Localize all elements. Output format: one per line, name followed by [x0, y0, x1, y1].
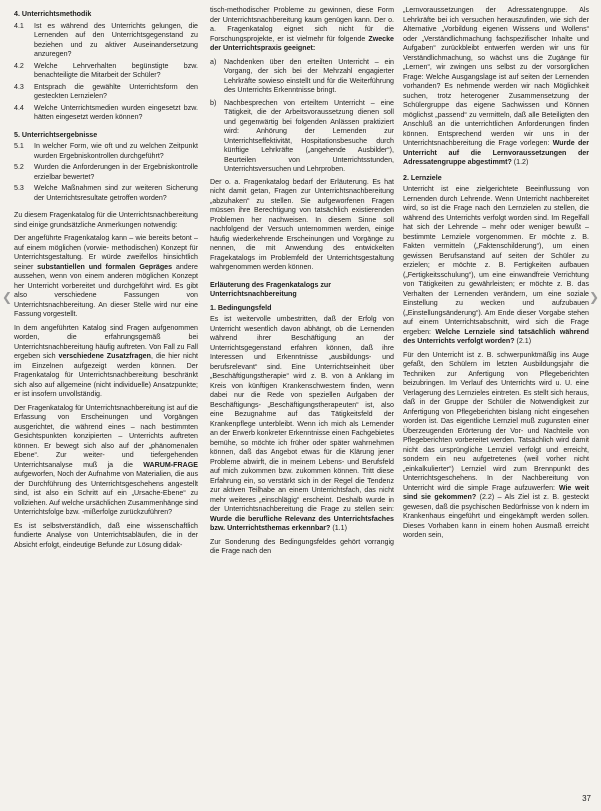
- list-item: [14, 142, 198, 161]
- item-number: 4.2: [14, 61, 24, 70]
- list-item: [14, 104, 198, 123]
- section-heading-erlaeuterung: Erläuterung des Fragenkatalogs zur Unterrichtsnachbereitung: [210, 280, 332, 298]
- section-heading-bedingungsfeld: 1. Bedingungsfeld: [210, 303, 272, 312]
- item-number: b): [210, 98, 217, 107]
- paragraph: Der o. a. Fragenkatalog bedarf der Erläuterung. Es hat nicht damit getan, Fragen zur Unterrichtsnachbereitung „abzuhaken“ zu stellen. Sie aufgeworfenen Fragen müssen ihre Berechtigung von tatsächlich existierenden Problemen her nachweisen. In diesem Sinne soll nachfolgend der Versuch unternommen werden, einige häufig wiederkehrende Erscheinungen und Vorgänge zu nennen, die mit Anwendung des entwickelten Fragekatalogs im Problemfeld der Unterrichtsgestaltung wahrgenommen werden können.: [210, 177, 394, 271]
- paragraph: Der Fragenkatalog für Unterrichtsnachbereitung ist auf die Erfassung von Erscheinungen und Vorgängen ausgerichtet, die während eines – nach bestimmten Gesichtspunkten konzipierten – Unterrichts auftreten können. Er bewegt sich also auf der „phänomenalen Ebene“. Zur weiter- und tiefergehenden Unterrichtsanalyse muß ja die WARUM-FRAGE aufgeworfen, Noch der Aufnahme von Materialien, die aus der Durchführung des Unterrichtsgeschehens angestellt sind, ist also ein Schritt auf ein „Ursache-Ebene“ zu vollziehen. Auf welche ursächlichen Zusammenhänge sind Unterrichtsfolge bzw. -mißerfolge zurückzuführen?: [14, 403, 198, 516]
- list-item: [14, 83, 198, 102]
- item-text: Nachbesprechen von erteiltem Unterricht – eine Tätigkeit, die der Arbeitsvoraussetzung dienen soll und gegenwärtig bei folgenden Anlässen praktiziert wird: Anhörung der Lernenden zur Unterrichtseffektivität, Hospitationsbesuche durch künftige Lehrkräfte („angehende Ausbilder“), Beurteilen von Unterrichtsstunden, Unterrichtsversuchen und Lehrproben.: [224, 98, 394, 173]
- paragraph: Unterricht ist eine zielgerichtete Beeinflussung von Lernenden durch Lehrende. Wenn Unterricht nachbereitet wird, so ist die Frage nach den Lernzielen zu stellen, die während des Unterrichts verfolgt worden sind. Im Regelfall hat sich der Lehrende – mehr oder weniger bewußt – bestimmte Lernziele vorgenommen. Er möchte z. B. Fakten vermitteln („Faktenschilderung“), um einen gewissen Berufsanstand auf seiten der Schüler zu erzielen; er möchte z. B. Fertigkeiten aufbauen („Fertigkeitsschulung“), um eine einwandfreie Verrichtung von Tätigkeiten zu gewährleisten; er möchte z. B. das Verhalten der Lernenden verändern, um eine soziale Einstellung zu wecken und aufzubauen („Einstellungsänderung“). Am Ende dieser Vorgabe stehen auf einem Unterrichtsabschnitt, wird sich die Frage ergeben: Welche Lernziele sind tatsächlich während des Unterrichts verfolgt worden? (2.1): [403, 185, 589, 345]
- item-number: 4.3: [14, 82, 24, 91]
- item-number: 5.3: [14, 184, 24, 192]
- list-item: [14, 62, 198, 81]
- item-text: In welcher Form, wie oft und zu welchen Zeitpunkt wurden Ergebniskontrollen durchgeführt?: [34, 142, 198, 160]
- item-text: Welche Lehrverhalten begünstigte bzw. benachteiligte die Mitarbeit der Schüler?: [34, 61, 198, 79]
- paragraph: Zur Sonderung des Bedingungsfeldes gehört vorrangig die Frage nach den: [210, 537, 394, 555]
- paragraph: In dem angeführten Katalog sind Fragen aufgenommen worden, die erfahrungsgemäß bei Unterrichtsnachbereitung häufig auftreten. Von Fall zu Fall ergeben sich verschiedene Zusatzfragen, die hier nicht im Einzelnen aufgezeigt werden können. Der Fragenkatalog für Unterrichtsnachbereitung beschränkt sich also auf allgemeine (nicht individuelle) Ansatzpunkte; er ist insofern unvollständig.: [14, 323, 198, 398]
- page-number: 37: [582, 794, 591, 803]
- item-number: 5.1: [14, 142, 24, 150]
- item-text: Wurden die Anforderungen in der Ergebniskontrolle erzielbar bewertet?: [34, 163, 198, 181]
- previous-page-arrow-icon[interactable]: ❮: [2, 290, 13, 304]
- paragraph: Es ist selbstverständlich, daß eine wissenschaftlich fundierte Analyse von Unterrichtsabläufen, die in der Absicht erfolgt, eindeutige Befunde zur Lösung didak-: [14, 521, 198, 549]
- paragraph: Zu diesem Fragenkatalog für die Unterrichtsnachbereitung sind einige grundsätzliche Anmerkungen notwendig:: [14, 211, 198, 229]
- purpose-list: [210, 58, 394, 175]
- paragraph: „Lernvoraussetzungen der Adressatengruppe. Als Lehrkräfte bei ich versuchen herauszufinden, wie sich der Alternative „Vorbildung eigenen Wissens und Wollens“ oder „Verständlichmachung fachspezifischer Inhalte und Aufgaben“ zurückbleibt entwerfen werden wir uns für Verständlichmachung, so wächst uns die Zugänge für „Lernen“, wir zwingen uns selbst zu der vorsorglichen Frage: Welche Ausgangslage ist auf seiten der Lernenden vorhanden? Es nehmende werden wir nach Möglichkeit suchen, trotz heterogener Zusammensetzung der Schülergruppe das eigene Sachwissen und Können möglichst „passend“ zu vermitteln, daß alle Beteiligten den Anschluß an die unterrichtlichen Anforderungen finden können. Entsprechend werden wir uns in der Unterrichtsnachbereitung die Frage vorlegen: Wurde der Unterricht auf die Lernvoraussetzungen der Adressatengruppe abgestimmt? (1.2): [403, 6, 589, 166]
- paragraph: Der angeführte Fragenkatalog kann – wie bereits betont – auf einem möglichen (vorwie- methodischen) Konzept für Unterrichtsgestaltung. Er würde zweifellos hinsichtlich seiner substantiellen und formalen Gepräges andere aussehen, wenn von einem anderen möglichen Konzept her Unterricht vorbereitet und durchgeführt wird. Es gibt also verschiedene Fassungen von Unterrichtsnachbereitung. An dieser Stelle wird nur eine Fassung vorgestellt.: [14, 234, 199, 318]
- paragraph: tisch-methodischer Probleme zu gewinnen, diese Form der Unterrichtsnachbereitung kaum genügen kann. Der o. a. Fragenkatalog eignet sich nicht für die Forschungsprojekte, er ist vielmehr für folgende Zwecke der Unterrichtspraxis geeignet:: [210, 6, 394, 52]
- paragraph: Für den Unterricht ist z. B. schwerpunktmäßig ins Auge gefaßt, den Schülern im letzten Ausbildungsjahr die Techniken zur Anfertigung von Pflegeberichten beizubringen. Im Verlauf des Unterrichts wird u. U. eine Verlagerung des Lernzieles eintreten. Es stellt sich heraus, daß in der Gruppe der Schüler die Notwendigkeit zur Anfertigung von Pflegeberichten bislang nicht eingesehen worden ist. Das eigentliche Lernziel muß zugunsten einer Überzeugenden Erörterung der Vor- und Nachteile von Pflegeberichten vorbereitet werden. Tatsächlich wird damit nicht das ursprüngliche Lernziel verfolgt und erreicht, sondern ein neu aufgetretenes (weil vorher nicht „einkalkulierter“) Lernziel wird zum Brennpunkt des Unterrichtsgeschehens. In der Nachbereitung von Unterricht wird die simple Frage aufzuwerfen: Wie weit sind sie gekommen? (2.2) – Als Ziel ist z. B. gesteckt gewesen, daß die psychischen Bedürfnisse von k ndern im Krankenhaus eingeführt und eingekämpft werden sollen. Dieses Vorhaben kann in einem hohen Ausmaß erreicht worden sein,: [403, 350, 589, 539]
- column-middle: [210, 6, 394, 561]
- item-text: Nachdenken über den erteilten Unterricht – ein Vorgang, der sich bei der Mehrzahl engagierter Lehrkräfte sowieso einstellt und für die Weiterführung des Unterrichts Erkenntnisse bringt.: [224, 57, 394, 94]
- next-page-arrow-icon[interactable]: ❯: [588, 290, 599, 304]
- question-list-4: [14, 22, 198, 123]
- column-left: [14, 6, 198, 554]
- list-item: [210, 58, 394, 96]
- question-list-5: [14, 142, 198, 203]
- item-number: 4.1: [14, 21, 24, 30]
- list-item: [210, 99, 394, 175]
- list-item: [14, 22, 198, 60]
- item-text: Welche Unterrichtsmedien wurden eingesetzt bzw. hätten eingesetzt werden können?: [34, 103, 198, 121]
- item-text: Welche Maßnahmen sind zur weiteren Sicherung der Unterrichtsresultate getroffen worden?: [34, 184, 198, 202]
- column-right: [403, 6, 589, 545]
- list-item: [14, 163, 198, 182]
- section-heading-lernziele: 2. Lernziele: [403, 173, 442, 182]
- item-number: 4.4: [14, 103, 24, 112]
- item-number: a): [210, 57, 217, 66]
- item-text: Entsprach die gewählte Unterrichtsform den gesteckten Lernzielen?: [34, 82, 198, 100]
- item-text: Ist es während des Unterrichts gelungen, die Lernenden auf den Unterrichtsgegenstand zu beziehen und zu aktiver Auseinandersetzung anzuregen?: [34, 21, 198, 58]
- list-item: [14, 184, 198, 203]
- paragraph: Es ist weitervolle umbestritten, daß der Erfolg von Unterricht wesentlich davon abhängt, ob die Lernenden während ihrer Beschäftigung an der Unterrichtsgegenstand erfahren können, daß ihre Interessen und Erkenntnisse „ausbildungs- und berufsrelevant“ sind. Eine Unterrichtseinheit über „Beschäftigungstherapie“ wird z. B. von ä Anklang im Kreis von künftigen Krankenschwestern finden, wenn dabei nur die Rede von speziellen Aufgaben der Beschäftigungs- „Beschäftigungstherapeuten“ ist, also eine Bezugnahme auf das Tätigkeitsfeld der Krankenpflege unterbleibt. Wenn ich mich als Lernender an der Erwerb konkreter Erkenntnisse einen Fachgebietes bemühe, so möchte ich früher oder später wahrnehmen können, daß das Angebot etwas für die Klärung jener Probleme abwirft, die in meinem Lebens- und Berufsfeld auf mich zukommen bzw. zukommen können. Tritt diese Erfahrung ein, so verstärkt sich in der Regel die Tendenz zur aktiven Teilhabe an einem Unterrichtsfach, das nicht mehr weiteres „einschlägig“ erscheint. Deshalb wurde in der Unterrichtsnachbereitung die Frage zu stellen sein: Wurde die berufliche Relevanz des Unterrichtsfaches bzw. Unterrichtsthemas erkennbar? (1.1): [210, 315, 394, 532]
- section-heading-unterrichtsmethodik: 4. Unterrichtsmethodik: [14, 10, 92, 18]
- item-number: 5.2: [14, 163, 24, 171]
- section-heading-unterrichtsergebnisse: 5. Unterrichtsergebnisse: [14, 130, 98, 139]
